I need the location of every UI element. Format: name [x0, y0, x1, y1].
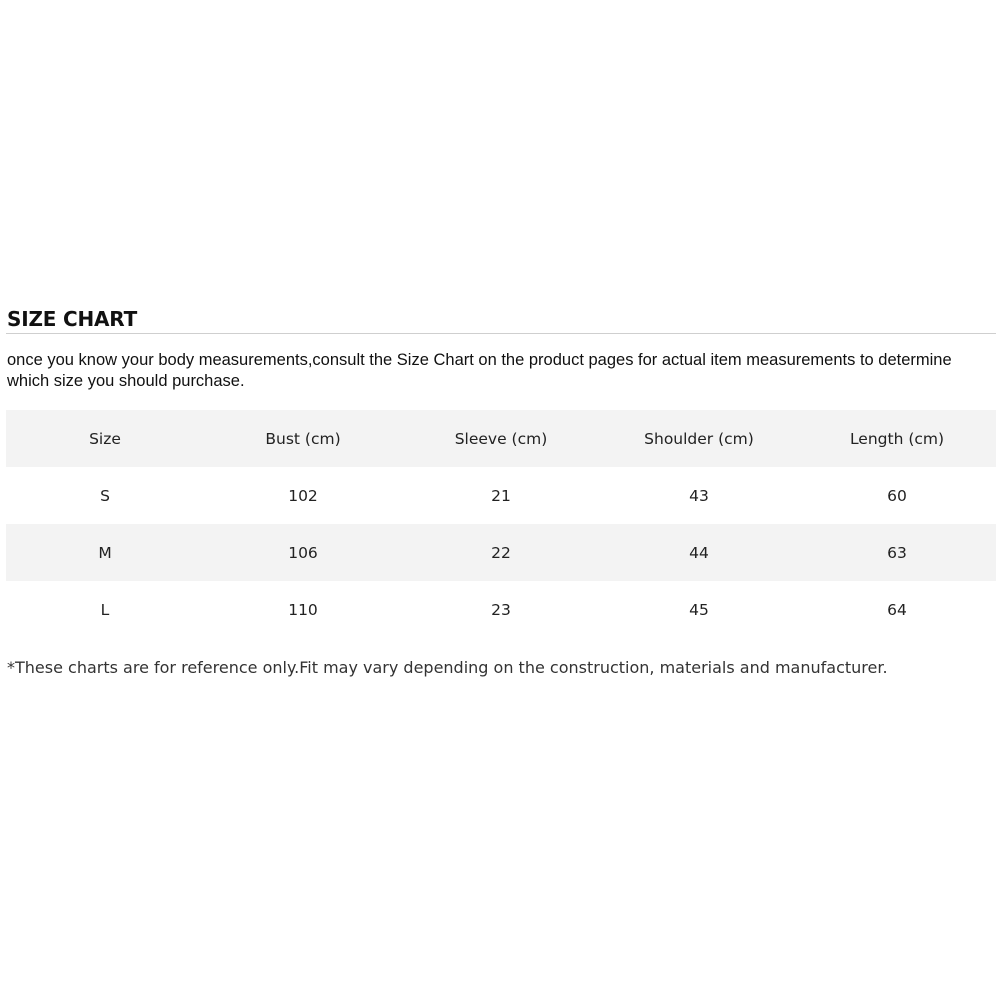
column-header-bust: Bust (cm) — [204, 410, 402, 467]
cell-sleeve: 23 — [491, 600, 511, 619]
cell-size: L — [100, 600, 110, 619]
cell-bust: 106 — [204, 524, 402, 581]
cell-shoulder: 45 — [689, 600, 709, 619]
size-chart-section — [6, 306, 996, 677]
cell-length: 64 — [887, 600, 907, 619]
cell-length: 63 — [798, 524, 996, 581]
column-header-shoulder: Shoulder (cm) — [600, 410, 798, 467]
cell-shoulder: 43 — [689, 486, 709, 505]
reference-note: *These charts are for reference only.Fit may vary depending on the construction, materials and manufacturer. — [7, 658, 888, 677]
cell-sleeve: 21 — [491, 486, 511, 505]
cell-size: S — [100, 486, 110, 505]
cell-bust: 102 — [288, 486, 318, 505]
table-header-row — [6, 410, 996, 467]
cell-shoulder: 44 — [600, 524, 798, 581]
cell-size: M — [6, 524, 204, 581]
table-row — [6, 581, 996, 638]
cell-length: 60 — [887, 486, 907, 505]
intro-text: once you know your body measurements,consult the Size Chart on the product pages for actual item measurements to determine which size you should purchase. — [7, 351, 952, 390]
column-header-size: Size — [6, 410, 204, 467]
title-divider — [6, 333, 996, 334]
table-row — [6, 467, 996, 524]
column-header-length: Length (cm) — [798, 410, 996, 467]
table-row — [6, 524, 996, 581]
cell-sleeve: 22 — [402, 524, 600, 581]
cell-bust: 110 — [288, 600, 318, 619]
size-table — [6, 410, 996, 638]
page-title: SIZE CHART — [7, 307, 138, 331]
column-header-sleeve: Sleeve (cm) — [402, 410, 600, 467]
